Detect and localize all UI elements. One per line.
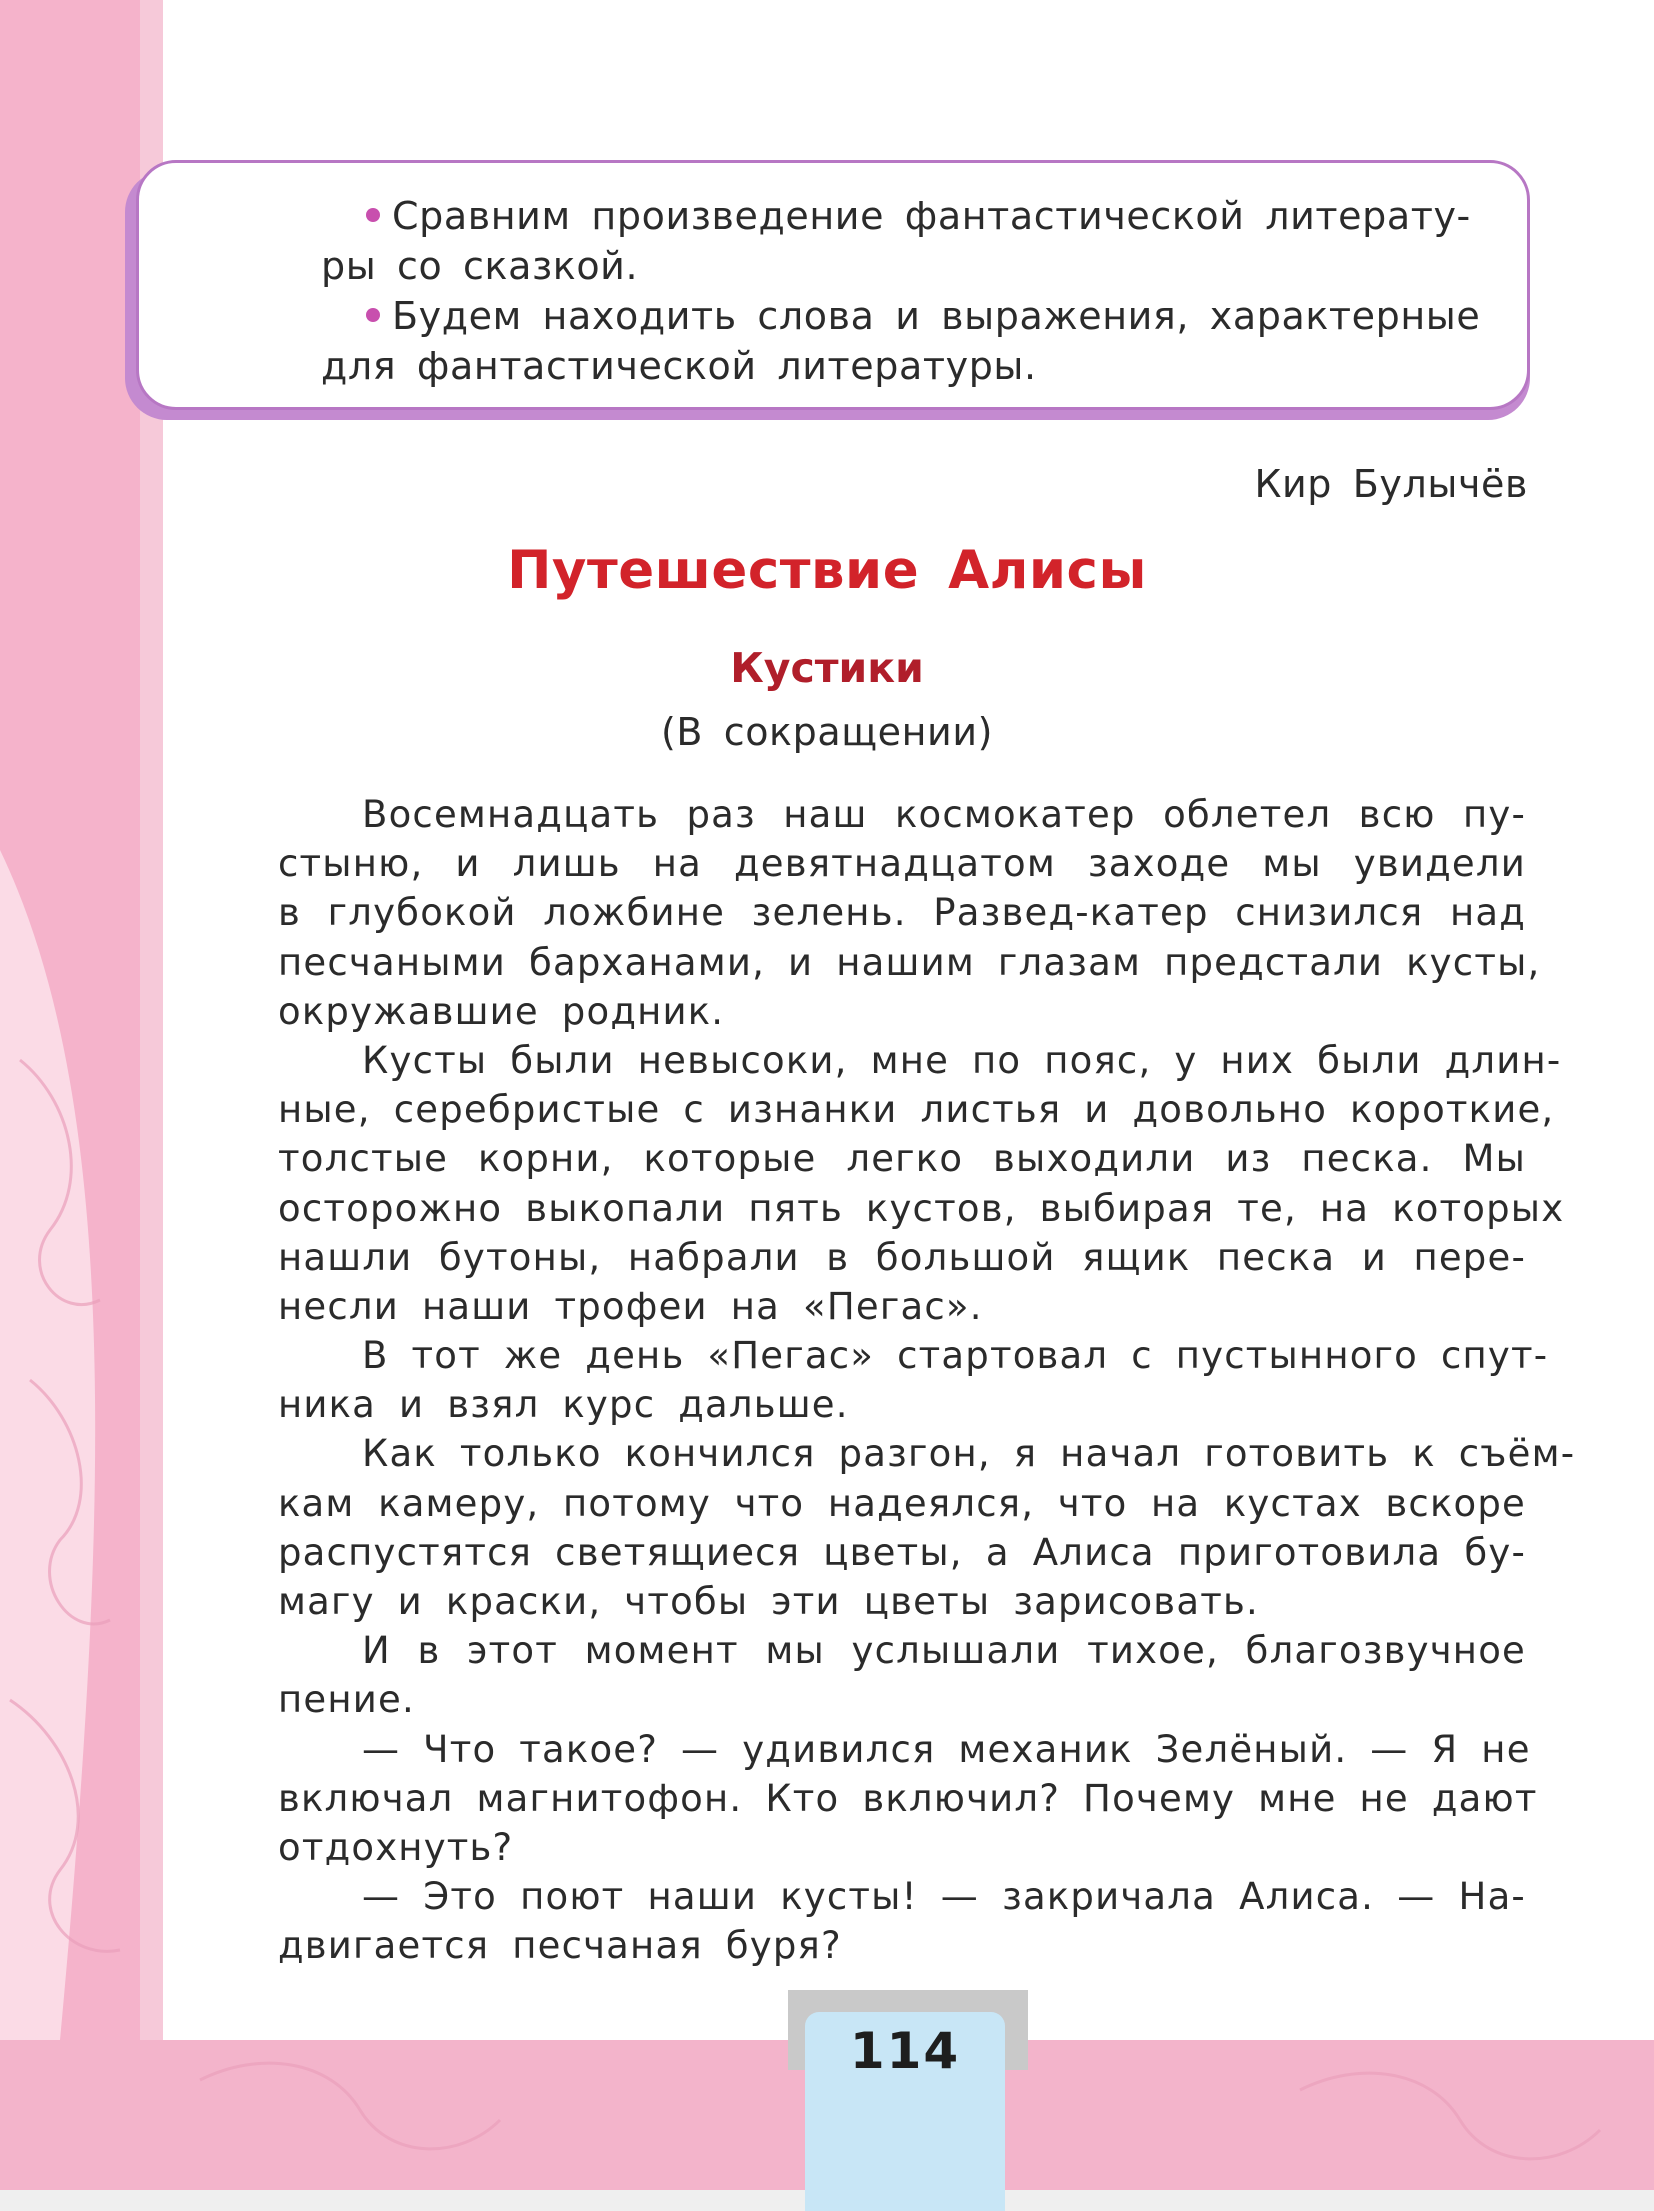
text-line: отдохнуть? <box>278 1825 514 1869</box>
author-name: Кир Булычёв <box>1254 462 1528 506</box>
text-line: Восемнадцать раз наш космокатер облетел всю пу- <box>362 793 1526 836</box>
text-line: включал магнитофон. Кто включил? Почему мне не дают <box>278 1776 1538 1820</box>
text-line: — Что такое? — удивился механик Зелёный. — Я не <box>362 1727 1531 1771</box>
bullet-icon <box>366 308 380 322</box>
goal-item: Сравним произведение фантастической литерату- <box>321 191 1483 241</box>
text-line: И в этот момент мы услышали тихое, благозвучное <box>362 1629 1526 1673</box>
text-line: песчаными барханами, и нашим глазам предстали кусты, <box>278 940 1541 984</box>
goal-item-continuation: для фантастической литературы. <box>321 344 1037 388</box>
text-line: окружавшие родник. <box>278 989 725 1033</box>
lesson-goals-box <box>136 160 1530 410</box>
bullet-icon <box>366 208 380 222</box>
text-line: пение. <box>278 1678 415 1722</box>
text-line: — Это поют наши кусты! — закричала Алиса. — На- <box>362 1875 1526 1919</box>
text-line: Кусты были невысоки, мне по пояс, у них были длин- <box>362 1038 1562 1082</box>
text-line: стыню, и лишь на девятнадцатом заходе мы увидели <box>278 842 1526 886</box>
text-line: кам камеру, потому что надеялся, что на кустах вскоре <box>278 1481 1526 1525</box>
text-line: ника и взял курс дальше. <box>278 1383 849 1427</box>
text-line: Как только кончился разгон, я начал готовить к съём- <box>362 1432 1576 1476</box>
text-line: толстые корни, которые легко выходили из песка. Мы <box>278 1137 1526 1181</box>
goal-item: Будем находить слова и выражения, характерные <box>321 291 1483 341</box>
text-line: распустятся светящиеся цветы, а Алиса приготовила бу- <box>278 1530 1526 1574</box>
story-text <box>278 790 1576 1971</box>
text-line: нашли бутоны, набрали в большой ящик песка и пере- <box>278 1235 1526 1279</box>
text-line: ные, серебристые с изнанки листья и довольно короткие, <box>278 1088 1555 1132</box>
text-line: в глубокой ложбине зелень. Развед-катер снизился над <box>278 891 1526 935</box>
text-line: осторожно выкопали пять кустов, выбирая те, на которых <box>278 1186 1565 1230</box>
abridged-note: (В сокращении) <box>660 710 994 754</box>
goal-item-continuation: ры со сказкой. <box>321 244 639 288</box>
text-line: магу и краски, чтобы эти цветы зарисовать. <box>278 1580 1259 1623</box>
text-line: несли наши трофеи на «Пегас». <box>278 1284 983 1328</box>
page-number: 114 <box>849 2022 961 2080</box>
text-line: двигается песчаная буря? <box>278 1924 842 1968</box>
story-title: Путешествие Алисы <box>507 540 1147 601</box>
text-line: В тот же день «Пегас» стартовал с пустынного спут- <box>362 1334 1549 1378</box>
chapter-title: Кустики <box>730 644 924 692</box>
